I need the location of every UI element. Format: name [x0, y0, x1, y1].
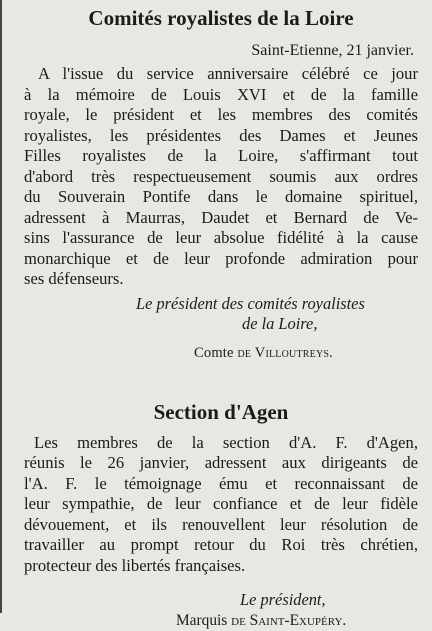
body-line: adressent à Maurras, Daudet et Bernard de Ve-: [24, 208, 418, 229]
signature-role: Le président,: [24, 590, 418, 610]
signature-surname: de Saint-Exupéry.: [231, 612, 346, 629]
body-line: monarchique et de leur profonde admiration pour: [24, 249, 418, 270]
signature-surname: de Villoutreys.: [238, 345, 333, 361]
article-section-agen: [24, 399, 418, 631]
article-title: Comités royalistes de la Loire: [24, 5, 418, 31]
signature-role: [24, 294, 418, 335]
body-line: d'abord très respectueusement soumis aux ordres: [24, 167, 418, 188]
body-line: l'A. F. le témoignage ému et reconnaissant de: [24, 474, 418, 495]
signature-title: Comte: [194, 345, 234, 361]
body-line: du Souverain Pontife dans le domaine spirituel,: [24, 187, 418, 208]
body-line: travailler au prompt retour du Roi très chrétien,: [24, 535, 418, 556]
body-line: A l'issue du service anniversaire célébré ce jour: [24, 64, 418, 85]
signature-title: Marquis: [176, 612, 227, 629]
signature-name: [24, 611, 418, 631]
body-line: leur sympathie, de leur confiance et de leur fidèle: [24, 494, 418, 515]
body-line: sins l'assurance de leur absolue fidélité à la cause: [24, 228, 418, 249]
body-line: à la mémoire de Louis XVI et de la famille: [24, 85, 418, 106]
article-body: [24, 433, 418, 577]
body-line: protecteur des libertés françaises.: [24, 556, 418, 577]
body-line: ses défenseurs.: [24, 269, 418, 290]
body-line: royalistes, les présidentes des Dames et Jeunes: [24, 126, 418, 147]
body-line: Filles royalistes de la Loire, s'affirmant tout: [24, 146, 418, 167]
article-royalist-committees-loire: [24, 5, 418, 363]
body-line: dévouement, et ils renouvellent leur résolution de: [24, 515, 418, 536]
body-line: royale, le président et les membres des comités: [24, 105, 418, 126]
body-line: réunis le 26 janvier, adressent aux dirigeants de: [24, 453, 418, 474]
signature-role-line: de la Loire,: [24, 314, 418, 335]
body-line: Les membres de la section d'A. F. d'Agen,: [24, 433, 418, 454]
signature-name: [24, 343, 418, 363]
article-body: [24, 64, 418, 290]
article-title: Section d'Agen: [24, 399, 418, 425]
dateline: Saint-Etienne, 21 janvier.: [24, 41, 418, 61]
signature-role-line: Le président des comités royalistes: [24, 294, 418, 315]
